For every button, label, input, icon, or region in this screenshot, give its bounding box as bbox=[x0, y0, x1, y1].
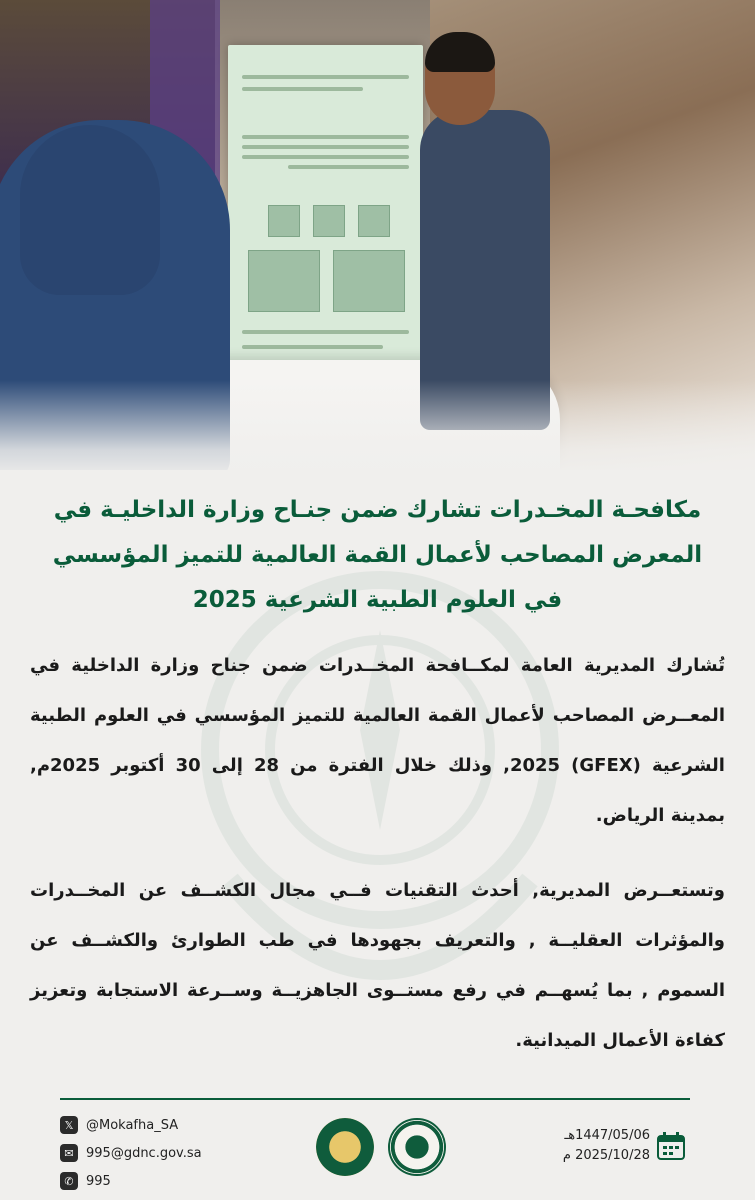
headline-line-3: في العلوم الطبية الشرعية 2025 bbox=[192, 587, 563, 613]
headline-line-1: مكافحـة المخـدرات تشارك ضمن جنـاح وزارة الداخليـة في bbox=[53, 497, 702, 523]
body-paragraph-2: وتستعــرض المديرية, أحدث التقنيات فــي مجال الكشــف عن المخــدرات والمؤثرات العقليــة , والتعريف بجهودها في طب الطوارئ والكشــف عن السموم , بما يُسهــم في رفع مستــوى الجاهزيــة وســرعة الاستجابة وتعزيز كفاءة الأعمال الميدانية. bbox=[30, 880, 725, 1051]
body-paragraph-1: تُشارك المديرية العامة لمكــافحة المخــدرات ضمن جناح وزارة الداخلية في المعــرض المصاحب لأعمال القمة العالمية للتميز المؤسسي في العلوم الطبية الشرعية (GFEX) 2025, وذلك خلال الفترة من 28 إلى 30 أكتوبر 2025م, بمدينة الرياض. bbox=[30, 655, 725, 826]
ministry-emblem-logo bbox=[388, 1118, 446, 1176]
photo-fade bbox=[0, 380, 755, 470]
contact-phone[interactable] bbox=[60, 1169, 260, 1193]
x-icon: 𝕏 bbox=[60, 1116, 78, 1134]
x-handle[interactable]: @Mokafha_SA bbox=[86, 1117, 179, 1133]
hijri-date: 1447/05/06هـ bbox=[564, 1128, 650, 1143]
visitor-head bbox=[20, 125, 160, 295]
directorate-logo bbox=[316, 1118, 374, 1176]
exhibition-photo bbox=[0, 0, 755, 470]
post-dates bbox=[555, 1128, 685, 1178]
contact-email[interactable] bbox=[60, 1141, 260, 1165]
logos bbox=[316, 1118, 446, 1188]
email-address[interactable]: 995@gdnc.gov.sa bbox=[86, 1145, 202, 1161]
phone-icon: ✆ bbox=[60, 1172, 78, 1190]
contact-x[interactable] bbox=[60, 1113, 260, 1137]
headline-line-2: المعرض المصاحب لأعمال القمة العالمية للتميز المؤسسي bbox=[52, 542, 703, 568]
gregorian-date: 2025/10/28 م bbox=[562, 1148, 650, 1163]
email-icon: ✉ bbox=[60, 1144, 78, 1162]
footer-divider bbox=[60, 1098, 690, 1100]
article-content bbox=[30, 488, 725, 1066]
phone-number[interactable]: 995 bbox=[86, 1173, 111, 1189]
exhibition-poster bbox=[228, 45, 423, 375]
contact-list bbox=[60, 1113, 260, 1197]
calendar-icon bbox=[655, 1130, 687, 1162]
